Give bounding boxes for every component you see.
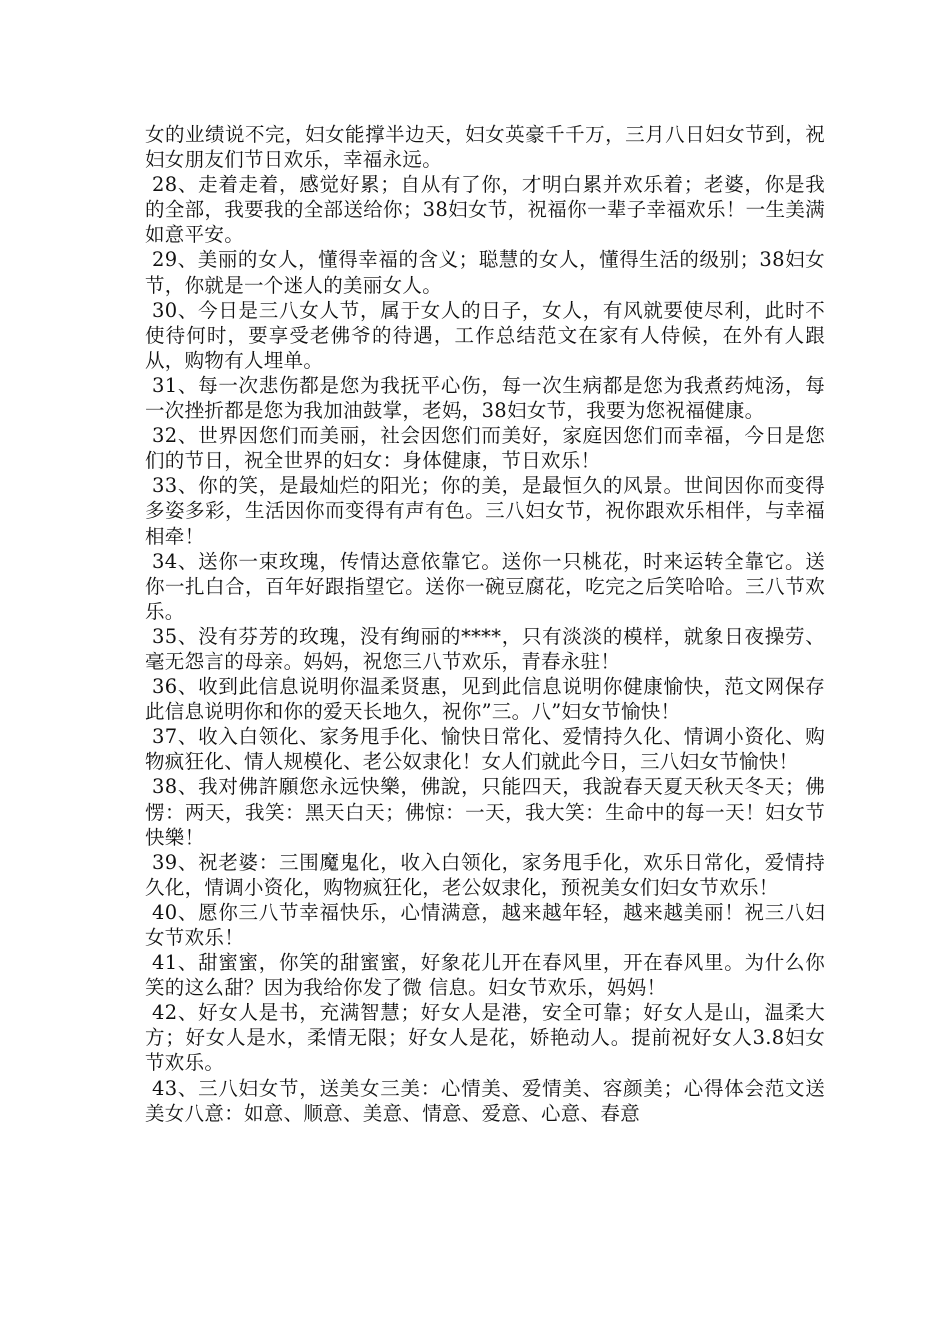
paragraph: 42、好女人是书，充满智慧；好女人是港，安全可靠；好女人是山，温柔大方；好女人是水，柔情无限；好女人是花，娇艳动人。提前祝好女人3.8妇女节欢乐。 bbox=[145, 1001, 825, 1075]
paragraph: 36、收到此信息说明你温柔贤惠，见到此信息说明你健康愉快，范文网保存此信息说明你和你的爱天长地久，祝你”三。八”妇女节愉快！ bbox=[145, 675, 825, 724]
paragraph: 30、今日是三八女人节，属于女人的日子，女人，有风就要使尽利，此时不使待何时，要享受老佛爷的待遇，工作总结范文在家有人侍候，在外有人跟从，购物有人埋单。 bbox=[145, 298, 825, 372]
paragraph: 41、甜蜜蜜，你笑的甜蜜蜜，好象花儿开在春风里，开在春风里。为什么你笑的这么甜？因为我给你发了微 信息。妇女节欢乐，妈妈！ bbox=[145, 951, 825, 1000]
paragraph: 39、祝老婆：三围魔鬼化，收入白领化，家务甩手化，欢乐日常化，爱情持久化，情调小资化，购物疯狂化，老公奴隶化，预祝美女们妇女节欢乐！ bbox=[145, 850, 825, 899]
paragraph: 29、美丽的女人，懂得幸福的含义；聪慧的女人，懂得生活的级别；38妇女节，你就是一个迷人的美丽女人。 bbox=[145, 248, 825, 297]
paragraph: 32、世界因您们而美丽，社会因您们而美好，家庭因您们而幸福，今日是您们的节日，祝全世界的妇女：身体健康，节日欢乐！ bbox=[145, 424, 825, 473]
paragraph: 35、没有芬芳的玫瑰，没有绚丽的****，只有淡淡的模样，就象日夜操劳、毫无怨言的母亲。妈妈，祝您三八节欢乐，青春永驻！ bbox=[145, 624, 825, 673]
paragraph: 31、每一次悲伤都是您为我抚平心伤，每一次生病都是您为我煮药炖汤，每一次挫折都是您为我加油鼓掌，老妈，38妇女节，我要为您祝福健康。 bbox=[145, 373, 825, 423]
paragraph: 33、你的笑，是最灿烂的阳光；你的美，是最恒久的风景。世间因你而变得多姿多彩，生活因你而变得有声有色。三八妇女节，祝你跟欢乐相伴，与幸福相牵！ bbox=[145, 474, 825, 548]
paragraph: 28、走着走着，感觉好累；自从有了你，才明白累并欢乐着；老婆，你是我的全部，我要我的全部送给你；38妇女节，祝福你一辈子幸福欢乐！一生美满如意平安。 bbox=[145, 173, 825, 247]
paragraph: 43、三八妇女节，送美女三美：心情美、爱情美、容颜美；心得体会范文送美女八意：如意、顺意、美意、情意、爱意、心意、春意 bbox=[145, 1076, 825, 1125]
paragraph: 女的业绩说不完，妇女能撑半边天，妇女英豪千千万，三月八日妇女节到，祝妇女朋友们节日欢乐，幸福永远。 bbox=[145, 123, 825, 172]
paragraph: 40、愿你三八节幸福快乐，心情满意，越来越年轻，越来越美丽！祝三八妇女节欢乐！ bbox=[145, 900, 825, 949]
paragraph: 38、我对佛許願您永远快樂，佛說，只能四天，我說春天夏天秋天冬天；佛愣：两天，我笑：黑天白天；佛惊：一天，我大笑：生命中的每一天！妇女节快樂！ bbox=[145, 775, 825, 849]
document-body bbox=[145, 122, 825, 1126]
paragraph: 34、送你一束玫瑰，传情达意依靠它。送你一只桃花，时来运转全靠它。送你一扎白合，百年好跟指望它。送你一碗豆腐花，吃完之后笑哈哈。三八节欢乐。 bbox=[145, 549, 825, 623]
paragraph: 37、收入白领化、家务甩手化、愉快日常化、爱情持久化、情调小资化、购物疯狂化、情人规模化、老公奴隶化！女人们就此今日，三八妇女节愉快！ bbox=[145, 725, 825, 774]
